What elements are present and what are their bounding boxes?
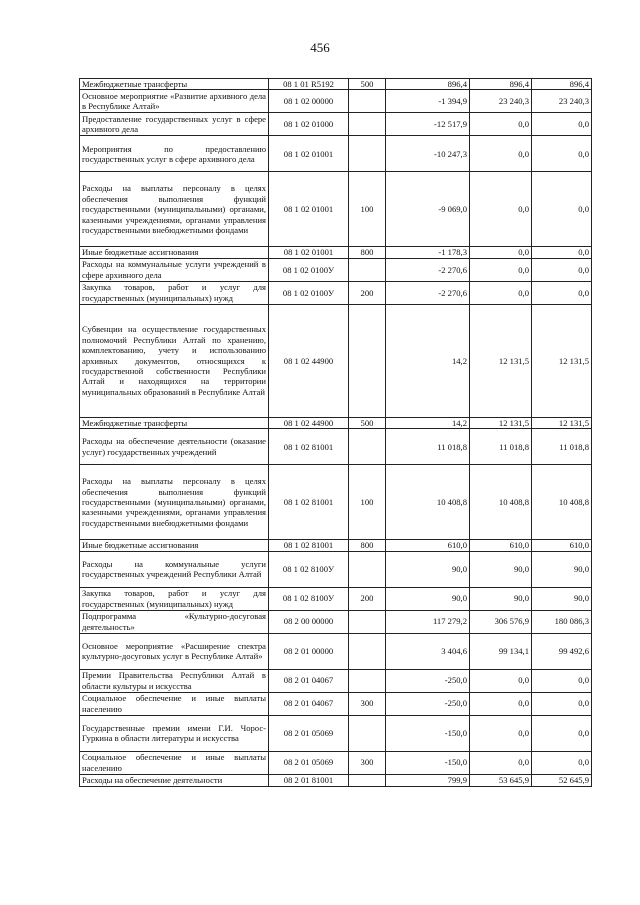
row-name: Расходы на коммунальные услуги государственных учреждений Республики Алтай (80, 551, 269, 587)
row-value-1: 799,9 (386, 774, 470, 786)
row-name: Субвенции на осуществление государственных полномочий Республики Алтай по хранению, комплектованию, учету и использованию архивных документов, относящихся к государственной собственности Республики Алтай и находящихся на территории муниципальных образований в Республике Алтай (80, 304, 269, 417)
row-code: 08 1 02 01001 (269, 247, 349, 258)
row-code: 08 2 01 05069 (269, 751, 349, 774)
row-vr (349, 136, 386, 172)
row-name: Расходы на обеспечение деятельности (оказание услуг) государственных учреждений (80, 429, 269, 465)
row-name: Иные бюджетные ассигнования (80, 540, 269, 551)
table-row (80, 465, 592, 540)
row-value-2: 90,0 (470, 551, 532, 587)
row-value-3: 0,0 (532, 172, 592, 247)
row-value-2: 12 131,5 (470, 304, 532, 417)
row-value-1: 11 018,8 (386, 429, 470, 465)
row-value-1: -150,0 (386, 751, 470, 774)
table-row (80, 258, 592, 281)
table-row (80, 136, 592, 172)
row-code: 08 1 02 01000 (269, 113, 349, 136)
row-name: Межбюджетные трансферты (80, 417, 269, 428)
table-row (80, 715, 592, 751)
row-code: 08 1 02 01001 (269, 172, 349, 247)
table-row (80, 79, 592, 90)
row-vr (349, 669, 386, 692)
row-name: Иные бюджетные ассигнования (80, 247, 269, 258)
row-value-3: 12 131,5 (532, 417, 592, 428)
row-value-3: 99 492,6 (532, 633, 592, 669)
row-code: 08 1 02 8100У (269, 551, 349, 587)
table-row (80, 669, 592, 692)
row-vr (349, 429, 386, 465)
row-value-1: -250,0 (386, 692, 470, 715)
row-value-3: 0,0 (532, 715, 592, 751)
row-value-2: 0,0 (470, 669, 532, 692)
row-name: Мероприятия по предоставлению государственных услуг в сфере архивного дела (80, 136, 269, 172)
table-row (80, 587, 592, 610)
table-row (80, 172, 592, 247)
row-value-2: 306 576,9 (470, 610, 532, 633)
row-vr (349, 304, 386, 417)
row-code: 08 2 00 00000 (269, 610, 349, 633)
row-name: Закупка товаров, работ и услуг для государственных (муниципальных) нужд (80, 587, 269, 610)
row-code: 08 1 02 0100У (269, 281, 349, 304)
row-name: Социальное обеспечение и иные выплаты населению (80, 692, 269, 715)
table-row (80, 751, 592, 774)
row-value-1: -9 069,0 (386, 172, 470, 247)
row-value-3: 23 240,3 (532, 90, 592, 113)
table-row (80, 304, 592, 417)
table-row (80, 417, 592, 428)
table-row (80, 633, 592, 669)
row-vr: 100 (349, 465, 386, 540)
row-name: Премии Правительства Республики Алтай в области культуры и искусства (80, 669, 269, 692)
table-row (80, 540, 592, 551)
row-vr (349, 551, 386, 587)
row-vr (349, 633, 386, 669)
row-value-2: 0,0 (470, 136, 532, 172)
row-value-2: 0,0 (470, 247, 532, 258)
budget-table-body (80, 79, 592, 787)
row-value-1: -2 270,6 (386, 281, 470, 304)
row-value-1: 90,0 (386, 587, 470, 610)
table-row (80, 692, 592, 715)
table-row (80, 551, 592, 587)
row-vr: 100 (349, 172, 386, 247)
page-number: 456 (310, 40, 330, 55)
row-value-1: 610,0 (386, 540, 470, 551)
row-value-2: 0,0 (470, 281, 532, 304)
row-vr: 500 (349, 417, 386, 428)
row-value-3: 90,0 (532, 551, 592, 587)
row-code: 08 1 02 81001 (269, 465, 349, 540)
row-vr: 800 (349, 540, 386, 551)
row-value-3: 10 408,8 (532, 465, 592, 540)
row-code: 08 1 02 81001 (269, 540, 349, 551)
row-value-2: 99 134,1 (470, 633, 532, 669)
row-vr (349, 774, 386, 786)
row-code: 08 2 01 04067 (269, 669, 349, 692)
row-value-1: -2 270,6 (386, 258, 470, 281)
row-code: 08 1 02 44900 (269, 304, 349, 417)
row-value-3: 12 131,5 (532, 304, 592, 417)
table-row (80, 429, 592, 465)
row-value-1: 3 404,6 (386, 633, 470, 669)
row-code: 08 1 02 0100У (269, 258, 349, 281)
row-value-1: 90,0 (386, 551, 470, 587)
row-value-3: 11 018,8 (532, 429, 592, 465)
row-value-1: -150,0 (386, 715, 470, 751)
row-code: 08 1 02 44900 (269, 417, 349, 428)
row-vr (349, 610, 386, 633)
row-value-3: 180 086,3 (532, 610, 592, 633)
row-value-3: 896,4 (532, 79, 592, 90)
row-code: 08 1 02 81001 (269, 429, 349, 465)
budget-table (79, 78, 592, 787)
row-code: 08 1 02 8100У (269, 587, 349, 610)
row-code: 08 2 01 05069 (269, 715, 349, 751)
row-name: Расходы на выплаты персоналу в целях обеспечения выполнения функций государственными (муниципальными) органами, казенными учреждениями, органами управления государственными внебюджетными фондами (80, 172, 269, 247)
row-vr: 200 (349, 587, 386, 610)
row-vr (349, 715, 386, 751)
table-row (80, 247, 592, 258)
row-code: 08 2 01 04067 (269, 692, 349, 715)
row-name: Подпрограмма «Культурно-досуговая деятельность» (80, 610, 269, 633)
row-value-2: 0,0 (470, 692, 532, 715)
row-name: Основное мероприятие «Расширение спектра культурно-досуговых услуг в Республике Алтай» (80, 633, 269, 669)
row-value-3: 0,0 (532, 136, 592, 172)
row-vr: 300 (349, 751, 386, 774)
row-vr: 300 (349, 692, 386, 715)
row-value-3: 610,0 (532, 540, 592, 551)
row-vr: 500 (349, 79, 386, 90)
row-name: Государственные премии имени Г.И. Чорос-Гуркина в области литературы и искусства (80, 715, 269, 751)
row-value-2: 53 645,9 (470, 774, 532, 786)
row-value-3: 0,0 (532, 258, 592, 281)
row-name: Предоставление государственных услуг в сфере архивного дела (80, 113, 269, 136)
row-name: Межбюджетные трансферты (80, 79, 269, 90)
row-value-3: 52 645,9 (532, 774, 592, 786)
row-name: Основное мероприятие «Развитие архивного дела в Республике Алтай» (80, 90, 269, 113)
row-value-3: 0,0 (532, 692, 592, 715)
row-name: Расходы на обеспечение деятельности (80, 774, 269, 786)
row-value-2: 23 240,3 (470, 90, 532, 113)
row-value-1: 117 279,2 (386, 610, 470, 633)
row-name: Закупка товаров, работ и услуг для государственных (муниципальных) нужд (80, 281, 269, 304)
row-value-3: 0,0 (532, 113, 592, 136)
row-name: Социальное обеспечение и иные выплаты населению (80, 751, 269, 774)
row-value-1: -250,0 (386, 669, 470, 692)
row-value-3: 0,0 (532, 281, 592, 304)
row-vr: 200 (349, 281, 386, 304)
row-code: 08 1 01 R5192 (269, 79, 349, 90)
row-value-2: 11 018,8 (470, 429, 532, 465)
row-vr (349, 113, 386, 136)
row-value-1: -10 247,3 (386, 136, 470, 172)
row-value-2: 90,0 (470, 587, 532, 610)
row-value-3: 0,0 (532, 247, 592, 258)
row-vr: 800 (349, 247, 386, 258)
row-value-2: 0,0 (470, 715, 532, 751)
row-value-1: 10 408,8 (386, 465, 470, 540)
table-row (80, 90, 592, 113)
row-value-1: 896,4 (386, 79, 470, 90)
row-value-2: 10 408,8 (470, 465, 532, 540)
row-value-2: 0,0 (470, 172, 532, 247)
row-value-2: 0,0 (470, 258, 532, 281)
row-value-2: 0,0 (470, 113, 532, 136)
row-value-1: 14,2 (386, 417, 470, 428)
row-name: Расходы на коммунальные услуги учреждений в сфере архивного дела (80, 258, 269, 281)
table-row (80, 610, 592, 633)
row-value-2: 896,4 (470, 79, 532, 90)
row-value-1: 14,2 (386, 304, 470, 417)
row-vr (349, 258, 386, 281)
row-value-3: 0,0 (532, 751, 592, 774)
row-value-1: -1 178,3 (386, 247, 470, 258)
row-value-1: -1 394,9 (386, 90, 470, 113)
table-row (80, 281, 592, 304)
row-code: 08 2 01 00000 (269, 633, 349, 669)
row-value-3: 0,0 (532, 669, 592, 692)
table-row (80, 774, 592, 786)
row-code: 08 1 02 01001 (269, 136, 349, 172)
row-value-2: 610,0 (470, 540, 532, 551)
table-row (80, 113, 592, 136)
row-value-2: 0,0 (470, 751, 532, 774)
row-value-1: -12 517,9 (386, 113, 470, 136)
row-code: 08 1 02 00000 (269, 90, 349, 113)
row-value-3: 90,0 (532, 587, 592, 610)
row-code: 08 2 01 81001 (269, 774, 349, 786)
row-vr (349, 90, 386, 113)
row-name: Расходы на выплаты персоналу в целях обеспечения выполнения функций государственными (муниципальными) органами, казенными учреждениями, органами управления государственными внебюджетными фондами (80, 465, 269, 540)
row-value-2: 12 131,5 (470, 417, 532, 428)
